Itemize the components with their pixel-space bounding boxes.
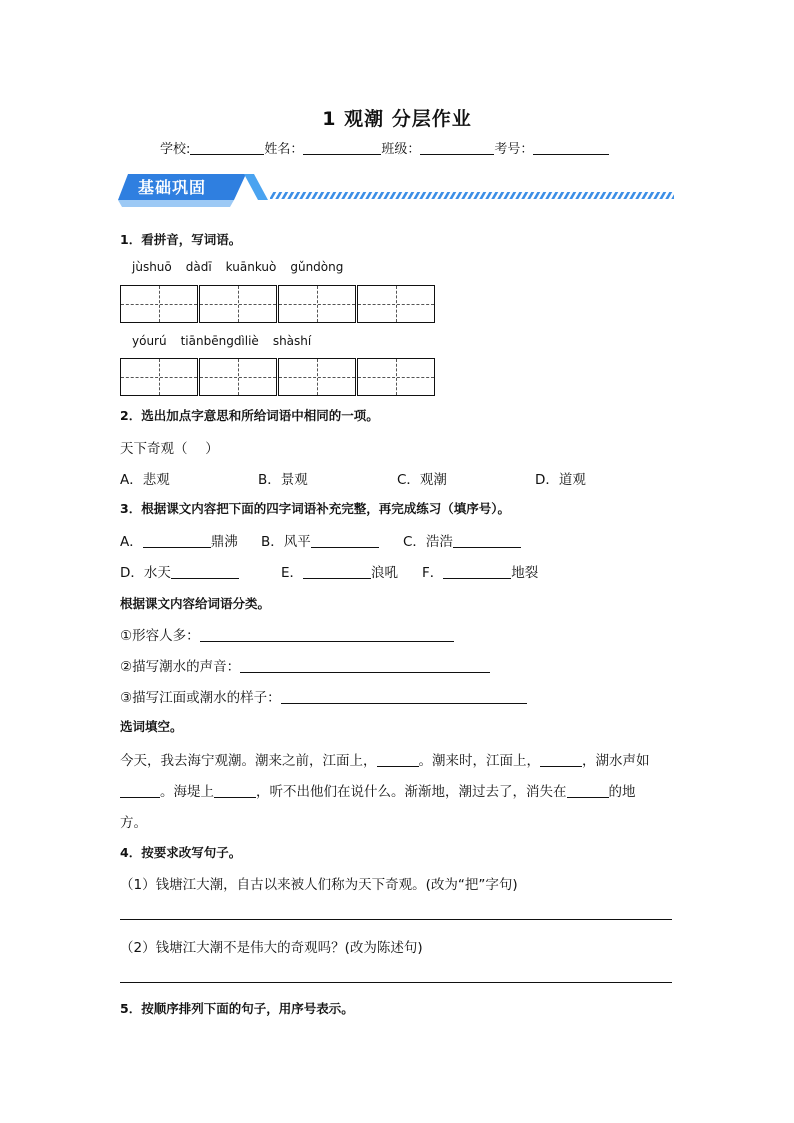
- writing-box[interactable]: [120, 285, 198, 323]
- writing-box[interactable]: [357, 358, 435, 396]
- writing-box[interactable]: [199, 358, 277, 396]
- page-title: 1 观潮 分层作业: [322, 108, 472, 130]
- idiom-c-blank[interactable]: [453, 533, 521, 548]
- classify-3-blank[interactable]: [281, 689, 527, 704]
- paragraph-line-2: [120, 780, 636, 800]
- question-5-label: 5．按顺序排列下面的句子，用序号表示。: [120, 1001, 354, 1016]
- para-text: ，湖水声如: [582, 753, 650, 769]
- fill-label: 选词填空。: [120, 719, 183, 734]
- classify-label: 根据课文内容给词语分类。: [120, 596, 271, 611]
- option-b[interactable]: B．景观: [258, 472, 308, 488]
- idiom-d-prefix: D．水天: [120, 565, 171, 581]
- section-banner-text: 基础巩固: [138, 178, 207, 197]
- name-blank[interactable]: [303, 140, 381, 155]
- para-text: 今天，我去海宁观潮。潮来之前，江面上，: [120, 753, 377, 769]
- writing-grid-row-2[interactable]: [120, 358, 436, 396]
- idiom-f-suffix: 地裂: [511, 565, 539, 581]
- writing-grid-row-1[interactable]: [120, 285, 436, 323]
- idiom-c: [403, 530, 521, 550]
- idiom-a-blank[interactable]: [143, 533, 211, 548]
- idiom-a-prefix: A．: [120, 534, 143, 550]
- section-banner: [118, 170, 678, 210]
- exam-number-blank[interactable]: [533, 140, 609, 155]
- idiom-e-blank[interactable]: [303, 564, 371, 579]
- idiom-c-prefix: C．浩浩: [403, 534, 453, 550]
- class-blank[interactable]: [420, 140, 494, 155]
- idiom-b-prefix: B．风平: [261, 534, 311, 550]
- pinyin-item: kuānkuò: [225, 260, 277, 274]
- idiom-a-suffix: 鼎沸: [210, 534, 238, 550]
- question-2-stem: 天下奇观（ ）: [120, 441, 219, 457]
- classify-1-label: ①形容人多：: [120, 628, 200, 644]
- idiom-b-blank[interactable]: [311, 533, 379, 548]
- school-label: 学校:: [160, 142, 191, 157]
- pinyin-item: dàdī: [185, 260, 212, 274]
- classify-2-blank[interactable]: [240, 658, 490, 673]
- name-label: 姓名：: [264, 142, 304, 157]
- idiom-d: [120, 561, 239, 581]
- pinyin-item: shàshí: [272, 334, 312, 348]
- question-2-label: 2．选出加点字意思和所给词语中相同的一项。: [120, 408, 379, 423]
- para-blank[interactable]: [120, 783, 160, 798]
- para-blank[interactable]: [567, 783, 609, 798]
- idiom-e: [281, 561, 398, 581]
- class-label: 班级：: [381, 142, 421, 157]
- idiom-f-blank[interactable]: [443, 564, 511, 579]
- paragraph-line-1: [120, 749, 650, 769]
- pinyin-row-2: [132, 334, 325, 348]
- school-blank[interactable]: [190, 140, 264, 155]
- para-text: 的地: [608, 784, 636, 800]
- para-text: ，听不出他们在说什么。渐渐地，潮过去了，消失在: [256, 784, 567, 800]
- idiom-f-prefix: F．: [422, 565, 444, 581]
- writing-box[interactable]: [357, 285, 435, 323]
- answer-line-1[interactable]: [120, 919, 672, 920]
- classify-2-label: ②描写潮水的声音：: [120, 659, 241, 675]
- para-blank[interactable]: [540, 752, 582, 767]
- answer-line-2[interactable]: [120, 982, 672, 983]
- writing-box[interactable]: [120, 358, 198, 396]
- rewrite-2: （2）钱塘江大潮不是伟大的奇观吗？(改为陈述句): [120, 940, 423, 956]
- idiom-a: [120, 530, 238, 550]
- classify-2: [120, 655, 490, 675]
- option-d[interactable]: D．道观: [535, 472, 586, 488]
- classify-3-label: ③描写江面或潮水的样子：: [120, 690, 281, 706]
- pinyin-item: tiānbēngdìliè: [180, 334, 259, 348]
- option-a[interactable]: A．悲观: [120, 472, 170, 488]
- question-3-label: 3．根据课文内容把下面的四字词语补充完整，再完成练习（填序号）。: [120, 501, 510, 516]
- question-1-label: 1．看拼音，写词语。: [120, 232, 242, 247]
- idiom-f: [422, 561, 538, 581]
- idiom-e-prefix: E．: [281, 565, 304, 581]
- idiom-d-blank[interactable]: [171, 564, 239, 579]
- exam-number-label: 考号：: [494, 142, 534, 157]
- pinyin-item: gǔndòng: [290, 260, 344, 274]
- writing-box[interactable]: [278, 358, 356, 396]
- para-text: 。海堤上: [160, 784, 214, 800]
- classify-1: [120, 624, 454, 644]
- para-blank[interactable]: [214, 783, 256, 798]
- student-info-line: [160, 138, 609, 157]
- question-4-label: 4．按要求改写句子。: [120, 845, 242, 860]
- pinyin-item: jùshuō: [132, 260, 172, 274]
- pinyin-item: yóurú: [132, 334, 167, 348]
- classify-3: [120, 686, 527, 706]
- writing-box[interactable]: [278, 285, 356, 323]
- pinyin-row-1: [132, 260, 357, 274]
- para-text: 。潮来时，江面上，: [418, 753, 540, 769]
- option-c[interactable]: C．观潮: [397, 472, 447, 488]
- classify-1-blank[interactable]: [200, 627, 454, 642]
- rewrite-1: （1）钱塘江大潮，自古以来被人们称为天下奇观。(改为“把”字句): [120, 877, 518, 893]
- paragraph-line-3: 方。: [120, 815, 147, 831]
- idiom-b: [261, 530, 379, 550]
- para-blank[interactable]: [377, 752, 419, 767]
- idiom-e-suffix: 浪吼: [371, 565, 399, 581]
- writing-box[interactable]: [199, 285, 277, 323]
